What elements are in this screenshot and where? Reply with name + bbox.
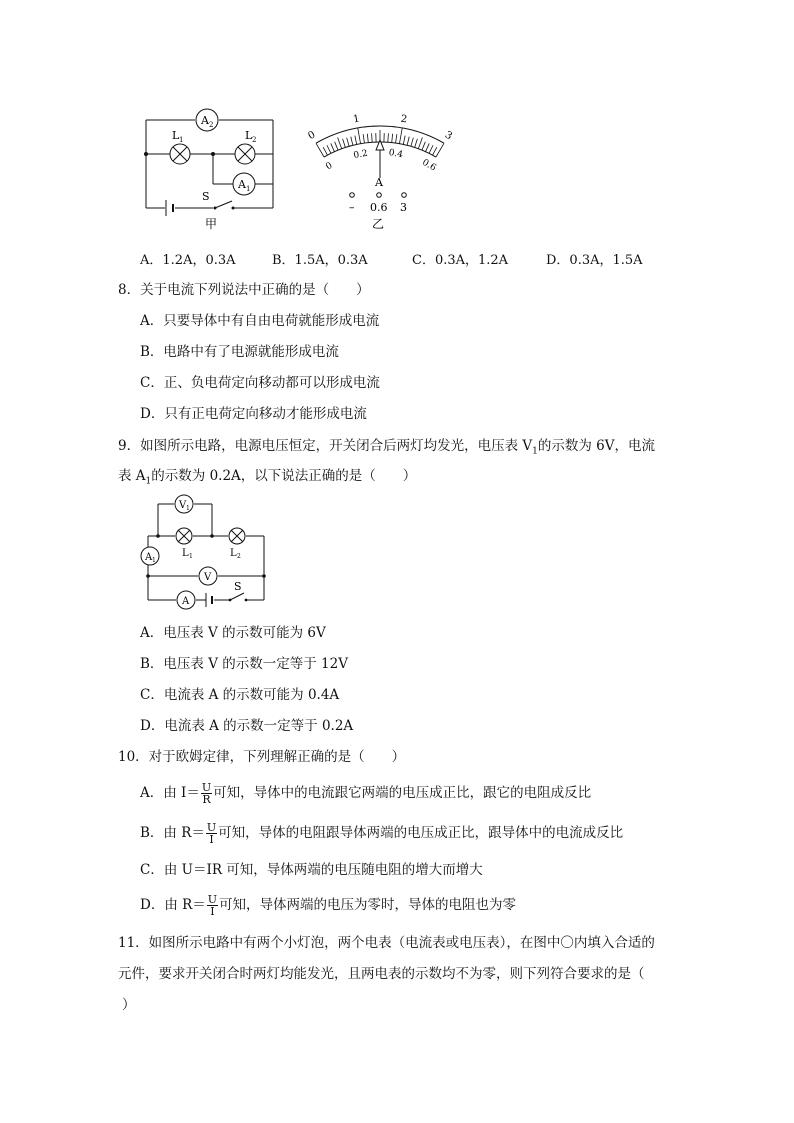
svg-text:L: L <box>182 548 189 559</box>
dial-tick <box>388 133 389 142</box>
svg-text:V: V <box>204 572 212 583</box>
dial-tick <box>316 143 324 157</box>
q10-stem: 10．对于欧姆定律，下列理解正确的是（ ） <box>118 749 406 765</box>
fraction-u-over-r: $\frac{U}{R}$ <box>201 781 212 806</box>
fraction-u-over-i: $\frac{U}{I}$ <box>206 821 217 846</box>
dial-tick <box>331 143 335 151</box>
q8-option-b[interactable]: B．电路中有了电源就能形成电流 <box>140 344 339 360</box>
fraction-u-over-i-d: $\frac{U}{I}$ <box>207 893 218 918</box>
dial-inner-label: 0 <box>324 160 335 173</box>
a1-label: A <box>238 178 246 191</box>
q8-option-c[interactable]: C．正、负电荷定向移动都可以形成电流 <box>140 375 380 391</box>
q10-option-a[interactable]: A．由 I＝ $\frac{U}{R}$ 可知，导体中的电流跟它两端的电压成正比，跟它的电阻成反比 <box>140 781 592 806</box>
dial-tick <box>363 134 364 143</box>
dial-tick <box>429 145 433 153</box>
lamp-l1-icon <box>170 144 190 164</box>
q10-option-c[interactable]: C．由 U＝IR 可知，导体两端的电压随电阻的增大而增大 <box>140 862 483 878</box>
dial-outer-label: 1 <box>352 113 361 126</box>
svg-text:L: L <box>230 548 237 559</box>
q11-stem-line2: 元件，要求开关闭合时两灯均能发光，且两电表的示数均不为零，则下列符合要求的是（ <box>118 966 645 982</box>
dial-tick <box>436 143 444 157</box>
svg-text:L: L <box>172 129 180 142</box>
q11-stem-line3: ） <box>122 997 136 1013</box>
caption-yi: 乙 <box>372 217 385 231</box>
q9-option-d[interactable]: D．电流表 A 的示数一定等于 0.2A <box>140 718 354 734</box>
svg-text:A: A <box>182 596 190 607</box>
svg-text:1: 1 <box>189 553 193 560</box>
dial-tick <box>418 137 422 148</box>
svg-text:L: L <box>245 129 253 142</box>
svg-text:1: 1 <box>152 557 156 564</box>
dial-tick <box>343 139 346 148</box>
needle-label: A <box>375 176 383 189</box>
q9-option-c[interactable]: C．电流表 A 的示数可能为 0.4A <box>140 687 340 703</box>
dial-inner-label: 0.6 <box>420 157 438 174</box>
q8-stem: 8．关于电流下列说法中正确的是（ ） <box>118 282 370 298</box>
dial-tick <box>355 136 357 145</box>
q7-option-d[interactable]: D．0.3A，1.5A <box>546 253 643 268</box>
dial-tick <box>327 145 331 153</box>
svg-text:S: S <box>234 580 242 593</box>
dial-inner-label: 0.2 <box>352 148 369 162</box>
q7-option-c[interactable]: C．0.3A，1.2A <box>412 253 509 268</box>
svg-text:S: S <box>202 190 210 203</box>
dial-tick <box>407 137 409 146</box>
dial-tick <box>396 134 397 143</box>
dial-tick <box>422 142 425 150</box>
dial-tick <box>347 138 349 147</box>
terminal-minus: – <box>349 201 355 214</box>
dial-tick <box>358 128 361 144</box>
q9-lamp-l1-icon <box>176 528 192 544</box>
svg-text:V: V <box>179 500 187 511</box>
q8-option-d[interactable]: D．只有正电荷定向移动才能形成电流 <box>140 406 367 422</box>
svg-text:2: 2 <box>209 121 214 129</box>
svg-text:2: 2 <box>252 136 257 144</box>
q9-circuit-diagram <box>138 490 273 610</box>
dial-tick <box>338 137 342 148</box>
dial-outer-label: 0 <box>306 129 318 143</box>
svg-text:A: A <box>145 552 153 563</box>
q9-option-b[interactable]: B．电压表 V 的示数一定等于 12V <box>140 656 348 672</box>
dial-tick <box>367 134 368 143</box>
dial-tick <box>433 147 437 155</box>
dial-outer-label: 2 <box>399 113 408 126</box>
svg-text:1: 1 <box>179 136 184 144</box>
needle-icon <box>376 140 384 178</box>
dial-tick <box>351 137 353 146</box>
dial-tick <box>323 147 327 155</box>
a2-label: A <box>201 114 209 127</box>
ammeter-dial-yi <box>290 104 470 234</box>
dial-inner-label: 0.4 <box>387 148 404 161</box>
dial-tick <box>415 139 418 148</box>
q11-stem-line1: 11．如图所示电路中有两个小灯泡，两个电表（电流表或电压表），在图中〇内填入合适的 <box>118 935 655 951</box>
q9-option-a[interactable]: A．电压表 V 的示数可能为 6V <box>140 625 326 641</box>
dial-outer-label: 3 <box>442 129 454 143</box>
caption-jia: 甲 <box>205 217 218 231</box>
q9-stem-line2: 表 $A_1$的示数为 0.2A，以下说法正确的是（ ） <box>118 468 417 487</box>
q10-option-d[interactable]: D．由 R＝ $\frac{U}{I}$ 可知，导体两端的电压为零时，导体的电阻也为零 <box>140 893 517 918</box>
lamp-l2-icon <box>235 144 255 164</box>
svg-text:2: 2 <box>237 553 241 560</box>
dial-tick <box>399 128 402 144</box>
dial-tick <box>392 134 393 143</box>
q9-lamp-l2-icon <box>229 528 245 544</box>
svg-text:1: 1 <box>186 505 190 512</box>
q7-options <box>0 249 794 267</box>
dial-tick <box>335 142 338 150</box>
svg-text:1: 1 <box>246 185 251 193</box>
dial-tick <box>403 136 405 145</box>
q7-option-a[interactable]: A．1.2A，0.3A <box>140 253 236 268</box>
dial-tick <box>426 143 430 151</box>
dial-tick <box>372 133 373 142</box>
q9-stem-line1: 9．如图所示电路，电源电压恒定，开关闭合后两灯均发光，电压表 $V_1$的示数为 6V，电流 <box>118 438 656 457</box>
q8-option-a[interactable]: A．只要导体中有自由电荷就能形成电流 <box>140 313 380 329</box>
terminal-3: 3 <box>400 201 407 214</box>
circuit-diagram-jia <box>135 104 285 234</box>
q10-option-b[interactable]: B．由 R＝ $\frac{U}{I}$ 可知，导体的电阻跟导体两端的电压成正比，跟导体中的电流成反比 <box>140 821 624 846</box>
terminal-0-6: 0.6 <box>370 201 388 214</box>
dial-tick <box>411 138 413 147</box>
q7-option-b[interactable]: B．1.5A，0.3A <box>272 253 368 268</box>
